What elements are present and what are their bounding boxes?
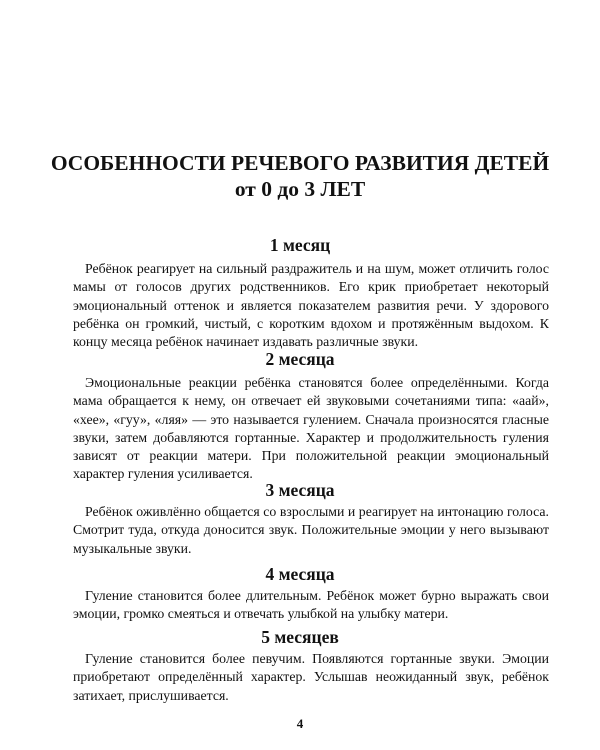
section-heading-5-months: 5 месяцев (261, 627, 339, 647)
page-title-line-2: от 0 до 3 ЛЕТ (234, 177, 366, 201)
section-heading-4-months: 4 месяца (265, 564, 335, 584)
section-text-4-months: Гуление становится более длительным. Ребёнок может бурно выражать свои эмоции, громко смеяться и отвечать улыбкой на улыбку матери. (73, 588, 549, 622)
section-heading-2-months: 2 месяца (265, 349, 335, 369)
page-title-line-1: ОСОБЕННОСТИ РЕЧЕВОГО РАЗВИТИЯ ДЕТЕЙ (50, 151, 550, 175)
page-number: 4 (296, 716, 304, 731)
section-text-5-months: Гуление становится более певучим. Появляются гортанные звуки. Эмоции приобретают определённый характер. Услышав неожиданный звук, ребёнок затихает, прислушивается. (73, 651, 549, 703)
section-text-2-months: Эмоциональные реакции ребёнка становятся более определёнными. Когда мама обращается к нему, он отвечает ей звуковыми сочетаниями типа: «аай», «хее», «гуу», «ляя» — это называется гулением. Сначала произносятся гласные звуки, затем добавляются гортанные. Характер и продолжительность гуления зависят от реакции матери. При положительной реакции эмоциональный характер гуления усиливается. (73, 375, 549, 482)
section-heading-3-months: 3 месяца (265, 480, 335, 500)
section-text-3-months: Ребёнок оживлённо общается со взрослыми и реагирует на интонацию голоса. Смотрит туда, откуда доносится звук. Положительные эмоции у него вызывают музыкальные звуки. (73, 504, 549, 556)
section-text-1-month: Ребёнок реагирует на сильный раздражитель и на шум, может отличить голос мамы от голосов других родственников. Его крик приобретает некоторый эмоциональный оттенок и является показателем развития речи. У здорового ребёнка он громкий, чистый, с коротким вдохом и протяжённым выдохом. К концу месяца ребёнок начинает издавать различные звуки. (73, 261, 549, 350)
section-heading-1-month: 1 месяц (269, 235, 331, 255)
